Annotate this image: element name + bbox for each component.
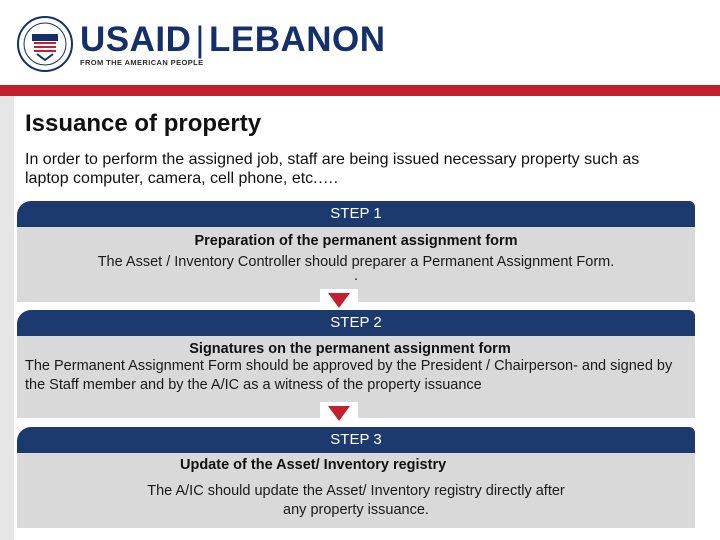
step-1-extra: . — [353, 268, 359, 284]
usaid-logo — [80, 22, 386, 58]
step-3-header: STEP 3 — [17, 427, 695, 453]
step-1-header: STEP 1 — [17, 201, 695, 227]
usaid-seal-icon — [17, 16, 73, 72]
step-3-text: The A/IC should update the Asset/ Inventory registry directly after any property issuance. — [147, 483, 565, 518]
step-2-heading: Signatures on the permanent assignment form — [189, 341, 511, 357]
step-2-header: STEP 2 — [17, 310, 695, 336]
brand-name: USAID — [80, 20, 192, 59]
brand-tagline: FROM THE AMERICAN PEOPLE — [80, 58, 204, 67]
header-divider — [0, 85, 720, 96]
page-title: Issuance of property — [25, 110, 262, 137]
brand-separator: | — [195, 20, 205, 59]
down-arrow-icon — [328, 406, 350, 421]
brand-country: LEBANON — [209, 20, 386, 59]
down-arrow-icon — [328, 293, 350, 308]
intro-text: In order to perform the assigned job, staff are being issued necessary property such as laptop computer, camera, cell phone, etc.…. — [25, 151, 640, 187]
step-2-text: The Permanent Assignment Form should be approved by the President / Chairperson- and signed by the Staff member and by the A/IC as a witness of the property issuance — [25, 358, 673, 393]
left-stripe — [0, 96, 14, 540]
step-3-heading: Update of the Asset/ Inventory registry — [180, 457, 447, 473]
step-1-heading: Preparation of the permanent assignment form — [194, 233, 518, 249]
step-1-text: The Asset / Inventory Controller should preparer a Permanent Assignment Form. — [97, 254, 615, 270]
step-3-body — [17, 453, 695, 528]
